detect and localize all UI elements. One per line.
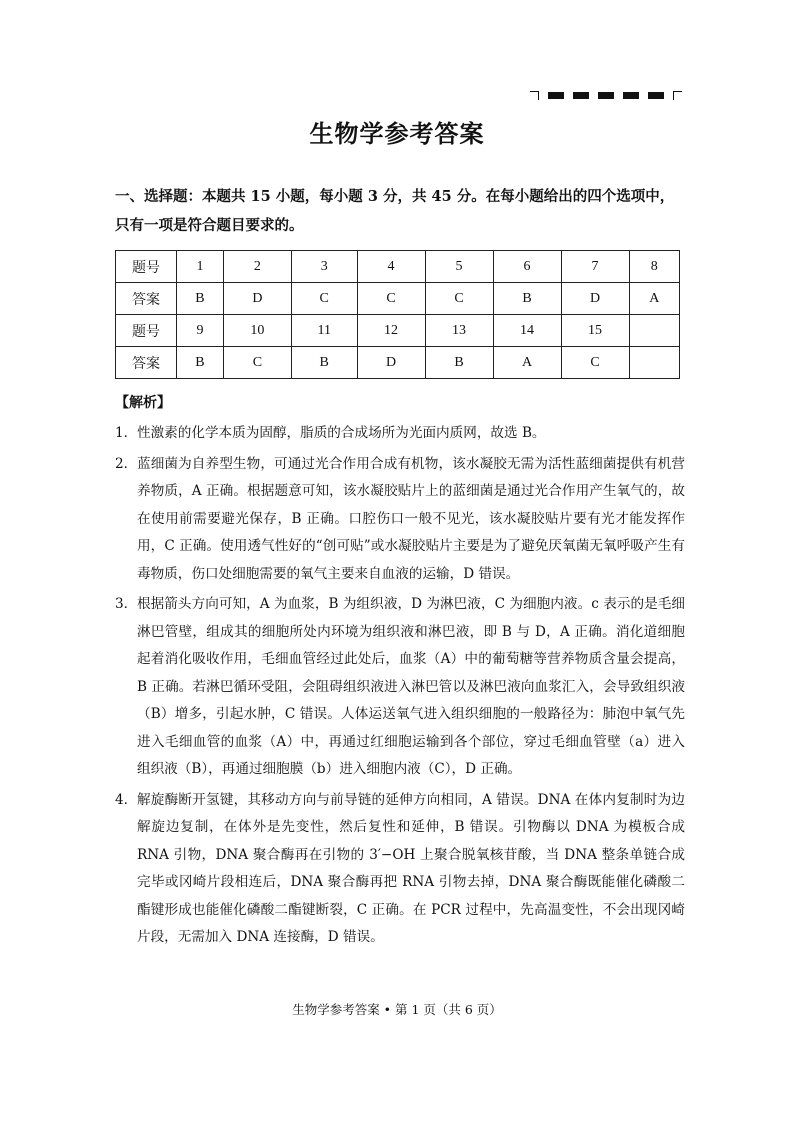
answer-cell: A — [493, 347, 561, 379]
item-number: 3． — [115, 596, 138, 612]
page-footer: 生物学参考答案 • 第 1 页（共 6 页） — [292, 1002, 502, 1017]
answer-cell: B — [177, 283, 224, 315]
answer-cell: 13 — [425, 315, 493, 347]
page-title: 生物学参考答案 — [309, 119, 485, 148]
answer-table-row — [116, 347, 680, 379]
item-text: 根据箭头方向可知，A 为血浆，B 为组织液，D 为淋巴液，C 为细胞内液。c 表示的是毛细淋巴管壁，组成其的细胞所处内环境为组织液和淋巴液，即 B 与 D，A 正确。消化道细胞起着消化吸收作用，毛细血管经过此处后，血浆（A）中的葡萄糖等营养物质含量会提高，B 正确。若淋巴循环受阻，会阻碍组织液进入淋巴管以及淋巴液向血浆汇入，会导致组织液（B）增多，引起水肿，C 错误。人体运送氧气进入组织细胞的一般路径为：肺泡中氧气先进入毛细血管的血浆（A）中，再通过红细胞运输到各个部位，穿过毛细血管壁（a）进入组织液（B），再通过细胞膜（b）进入细胞内液（C），D 正确。 — [137, 596, 685, 777]
answer-cell: 12 — [357, 315, 425, 347]
corner-bracket-right — [673, 91, 682, 100]
item-text: 蓝细菌为自养型生物，可通过光合作用合成有机物，该水凝胶无需为活性蓝细菌提供有机营养物质，A 正确。根据题意可知，该水凝胶贴片上的蓝细菌是通过光合作用产生氧气的，故在使用前需要避光保存，B 正确。口腔伤口一般不见光，该水凝胶贴片要有光才能发挥作用，C 正确。使用透气性好的“创可贴”或水凝胶贴片主要是为了避免厌氧菌无氧呼吸产生有毒物质，伤口处细胞需要的氧气主要来自血液的运输，D 错误。 — [137, 455, 685, 582]
row-label-cell: 题号 — [116, 315, 177, 347]
answer-table-row — [116, 315, 680, 347]
analysis-list — [115, 420, 685, 955]
answer-cell: 7 — [561, 251, 629, 283]
analysis-item — [115, 591, 685, 784]
answer-cell — [629, 315, 679, 347]
answer-cell: 14 — [493, 315, 561, 347]
answer-cell: C — [291, 283, 357, 315]
answer-cell: B — [493, 283, 561, 315]
answer-cell: 11 — [291, 315, 357, 347]
answer-table-row — [116, 283, 680, 315]
answer-cell: 2 — [223, 251, 291, 283]
answer-cell: A — [629, 283, 679, 315]
item-text: 解旋酶断开氢键，其移动方向与前导链的延伸方向相同，A 错误。DNA 在体内复制时为边解旋边复制，在体外是先变性，然后复性和延伸，B 错误。引物酶以 DNA 为模板合成 RNA 引物，DNA 聚合酶再在引物的 3′−OH 上聚合脱氧核苷酸，当 DNA 整条单链合成完毕或冈崎片段相连后，DNA 聚合酶再把 RNA 引物去掉，DNA 聚合酶既能催化磷酸二酯键形成也能催化磷酸二酯键断裂，C 正确。在 PCR 过程中，先高温变性，不会出现冈崎片段，无需加入 DNA 连接酶，D 错误。 — [137, 791, 685, 945]
corner-block — [548, 92, 564, 99]
section-heading: 一、选择题：本题共 15 小题，每小题 3 分，共 45 分。在每小题给出的四个选项中，只有一项是符合题目要求的。 — [115, 188, 675, 234]
answer-cell: 15 — [561, 315, 629, 347]
answer-cell: 8 — [629, 251, 679, 283]
answer-cell: 6 — [493, 251, 561, 283]
answer-cell: C — [561, 347, 629, 379]
row-label-cell: 题号 — [116, 251, 177, 283]
answer-cell: C — [425, 283, 493, 315]
answer-cell: 9 — [177, 315, 224, 347]
corner-block — [623, 92, 639, 99]
answer-cell: 4 — [357, 251, 425, 283]
row-label-cell: 答案 — [116, 347, 177, 379]
answer-cell: C — [223, 347, 291, 379]
item-number: 4． — [115, 791, 138, 808]
answer-cell — [629, 347, 679, 379]
corner-block — [648, 92, 664, 99]
answer-cell: D — [223, 283, 291, 315]
answer-cell: 1 — [177, 251, 224, 283]
analysis-heading: 【解析】 — [115, 395, 171, 411]
answer-cell: D — [357, 347, 425, 379]
answer-cell: B — [425, 347, 493, 379]
answer-cell: 10 — [223, 315, 291, 347]
answer-cell: 5 — [425, 251, 493, 283]
analysis-item — [115, 787, 685, 952]
answer-cell: C — [357, 283, 425, 315]
answer-cell: D — [561, 283, 629, 315]
corner-block — [598, 92, 614, 99]
answer-table-row — [116, 251, 680, 283]
answer-cell: 3 — [291, 251, 357, 283]
corner-bracket-left — [530, 91, 539, 100]
page-corner-mark — [530, 88, 682, 102]
answer-cell: B — [177, 347, 224, 379]
row-label-cell: 答案 — [116, 283, 177, 315]
answer-cell: B — [291, 347, 357, 379]
analysis-item — [115, 451, 685, 589]
analysis-item — [115, 420, 685, 448]
item-number: 2． — [115, 455, 138, 472]
item-number: 1． — [115, 425, 138, 441]
corner-block — [573, 92, 589, 99]
item-text: 性激素的化学本质为固醇，脂质的合成场所为光面内质网，故选 B。 — [137, 425, 546, 441]
answer-table — [115, 250, 680, 379]
